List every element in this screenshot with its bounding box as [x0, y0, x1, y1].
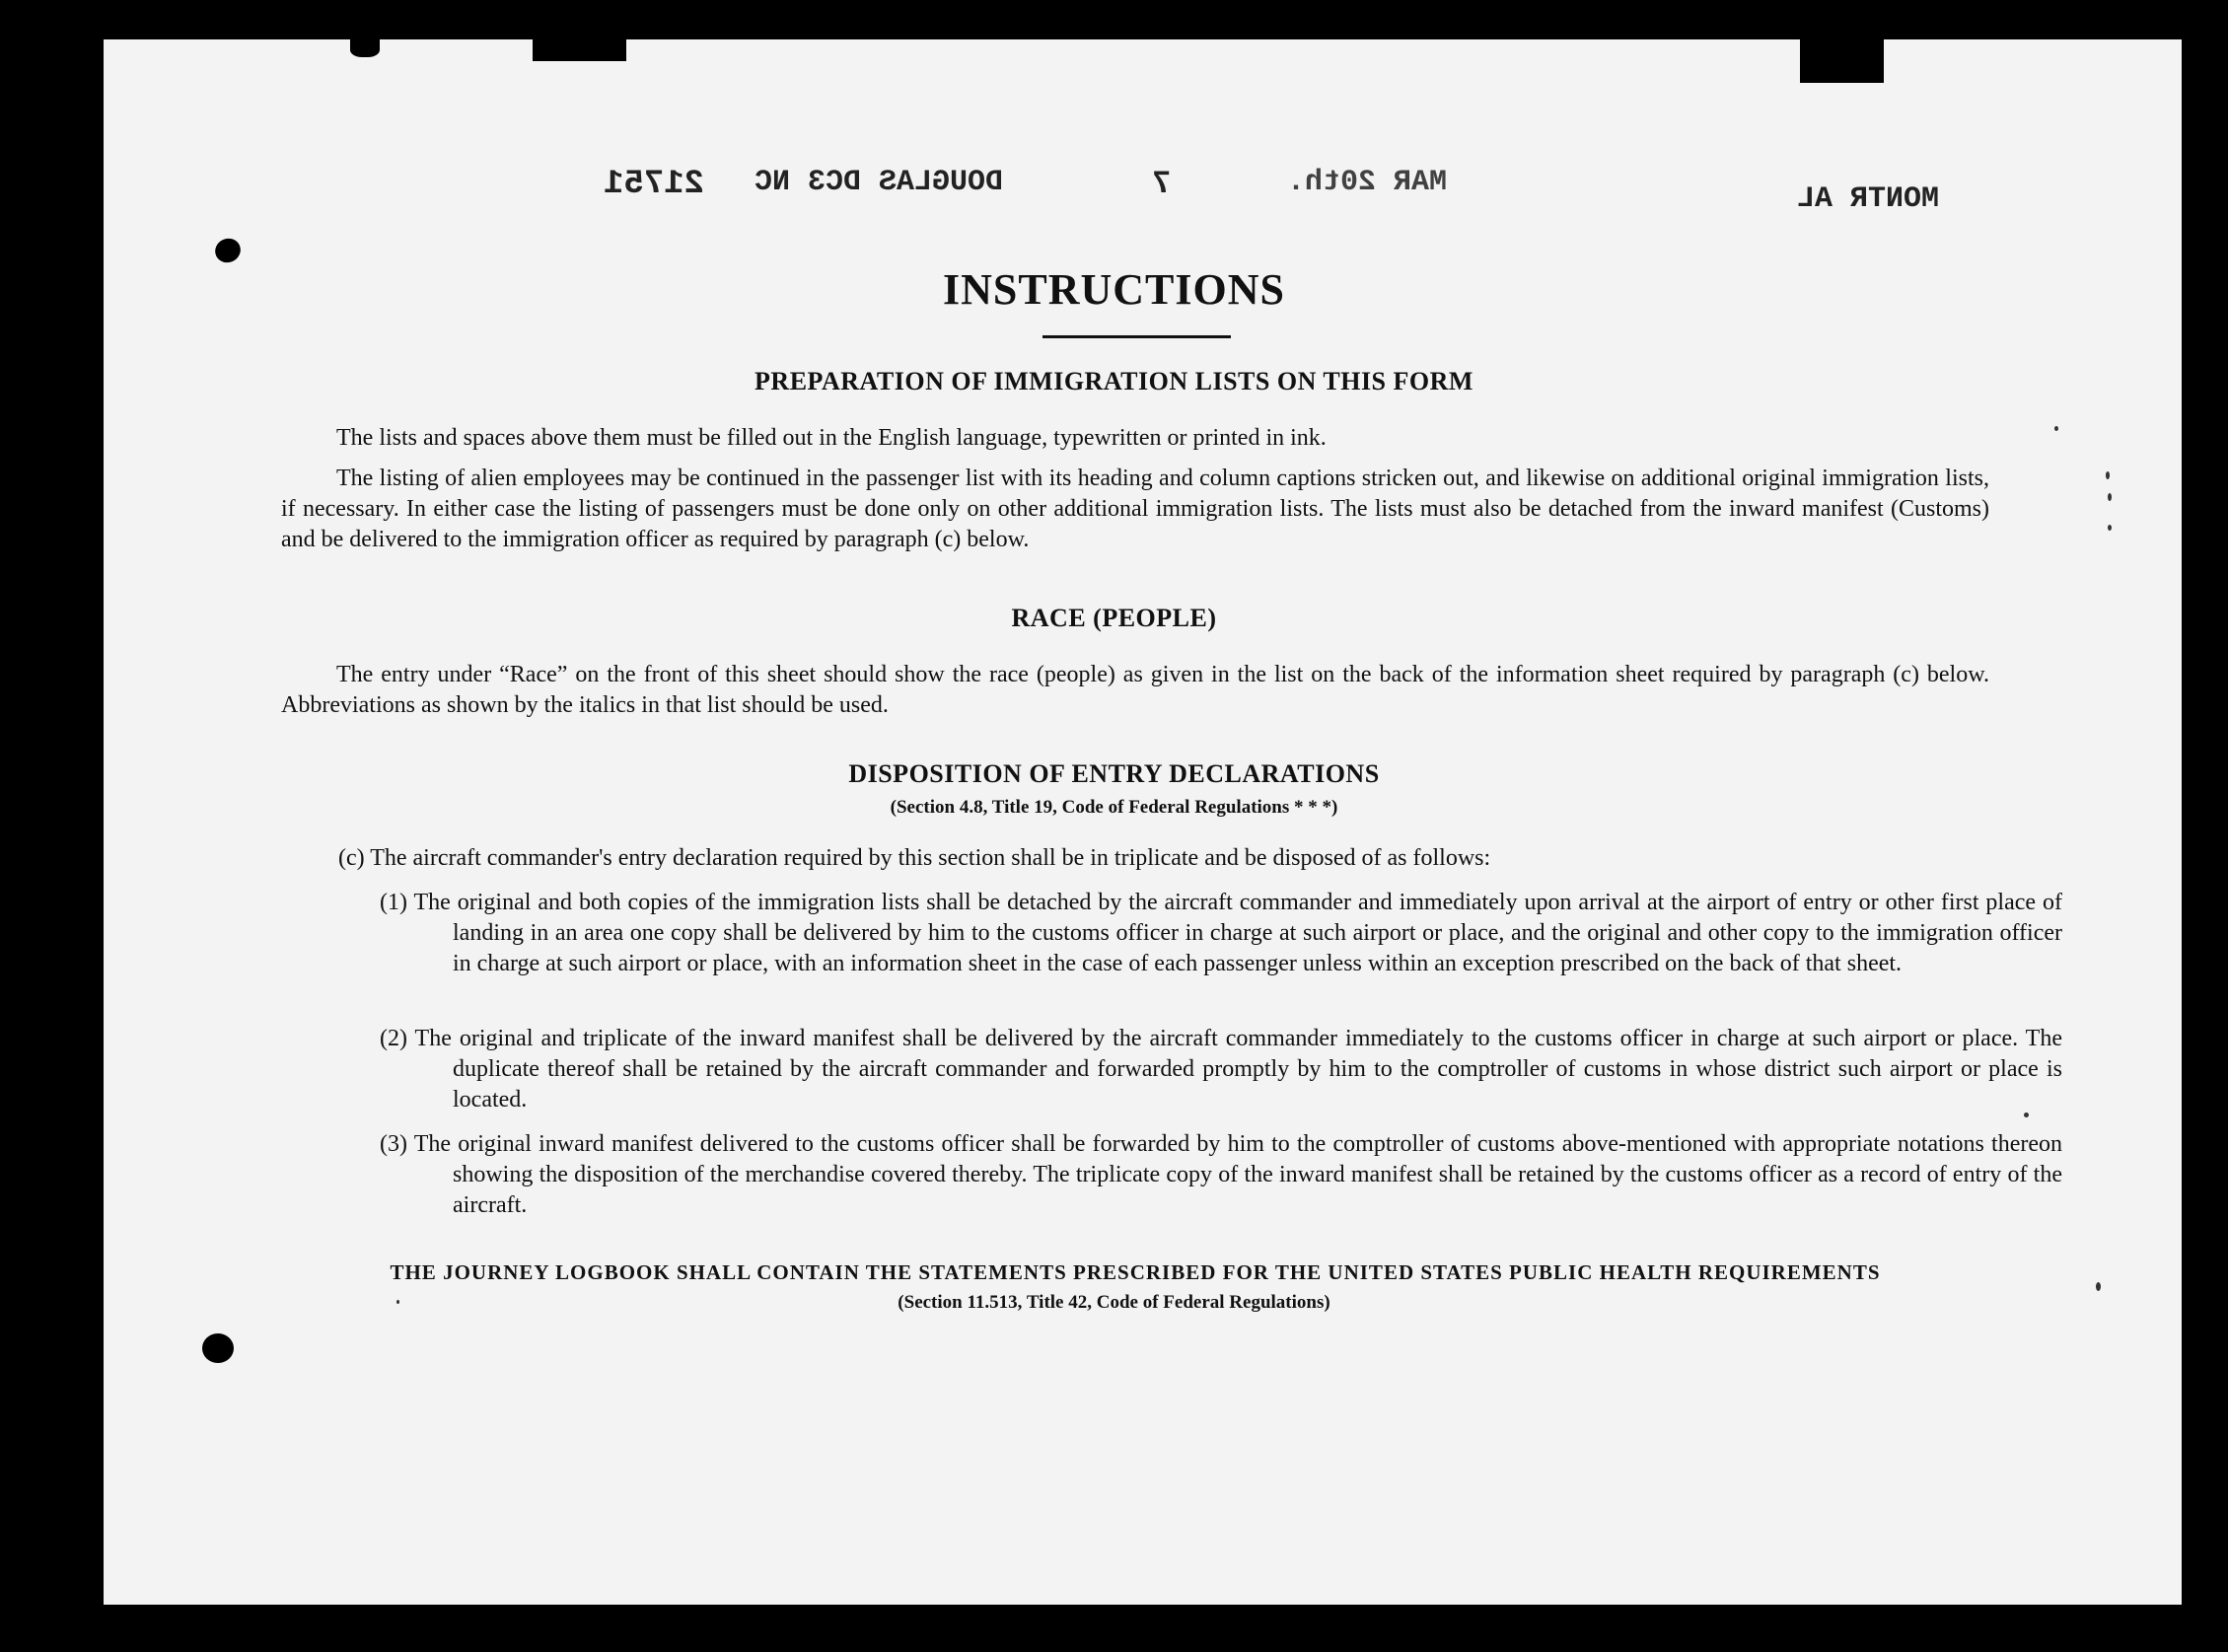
bleed-stamp-number: 21751: [604, 166, 705, 203]
bleed-stamp-aircraft: DOUGLAS DC3 NC: [755, 166, 1004, 199]
title-rule: [1042, 335, 1231, 338]
list-item: (3) The original inward manifest delivered to the customs officer shall be forwarded by him to the comptroller of customs above-mentioned with appropriate notations thereon showing the disposition of the merchandise covered thereby. The triplicate copy of the inward manifest shall be retained by the customs officer as a record of entry of the aircraft.: [380, 1131, 2062, 1218]
ink-blot-middle: [43, 828, 55, 854]
paragraph-alien-employees: The listing of alien employees may be continued in the passenger list with its heading and column captions stricken out, and likewise on additional original immigration lists, if necessary. In either case the listing of passengers must be done only on other additional immigration lists. The lists must also be detached from the inward manifest (Customs) and be delivered to the immigration officer as required by paragraph (c) below.: [281, 466, 1989, 552]
speck: [2108, 525, 2112, 531]
ink-blot-bottom: [202, 1333, 234, 1363]
list-item: (1) The original and both copies of the immigration lists shall be detached by the aircraft commander and immediately upon arrival at the airport of entry or other first place of landing in an area one copy shall be delivered by him to the customs officer in charge at such airport or place, and the original and other copy to the immigration officer in charge at such airport or place, with an information sheet in the case of each passenger unless within an exception prescribed on the back of that sheet.: [380, 890, 2062, 976]
top-notch-right: [1800, 39, 1884, 83]
bleed-stamp-date: MAR 20th.: [1287, 166, 1448, 199]
speck: [2054, 426, 2058, 431]
footer-statement: THE JOURNEY LOGBOOK SHALL CONTAIN THE STATEMENTS PRESCRIBED FOR THE UNITED STATES PUBLIC HEALTH REQUIREMENTS: [390, 1260, 1881, 1284]
top-notch-left: [350, 39, 380, 57]
speck: [2096, 1282, 2101, 1291]
paragraph-language: The lists and spaces above them must be filled out in the English language, typewritten or printed in ink.: [336, 425, 1327, 451]
top-notch-center: [533, 39, 626, 61]
section-heading-preparation: PREPARATION OF IMMIGRATION LISTS ON THIS FORM: [755, 367, 1473, 395]
speck: [2106, 471, 2110, 479]
bleed-stamp-location: MONTR AL: [1797, 182, 1940, 216]
paragraph-entry-declaration: (c) The aircraft commander's entry declaration required by this section shall be in triplicate and be disposed of as follows:: [338, 845, 1491, 871]
page-title: INSTRUCTIONS: [943, 265, 1285, 314]
section-citation: (Section 4.8, Title 19, Code of Federal Regulations * * *): [890, 797, 1338, 818]
footer-citation: (Section 11.513, Title 42, Code of Federal Regulations): [898, 1292, 1330, 1313]
list-item: (2) The original and triplicate of the inward manifest shall be delivered by the aircraft commander immediately to the customs officer in charge at such airport or place. The duplicate thereof shall be retained by the aircraft commander and forwarded promptly by him to the comptroller of customs in whose district such airport or place is located.: [380, 1026, 2062, 1113]
bleed-stamp-seven: 7: [1152, 166, 1172, 202]
section-heading-disposition: DISPOSITION OF ENTRY DECLARATIONS: [848, 759, 1380, 788]
section-heading-race: RACE (PEOPLE): [1011, 604, 1217, 632]
speck: [2108, 493, 2112, 501]
paragraph-race: The entry under “Race” on the front of this sheet should show the race (people) as given in the list on the back of the information sheet required by paragraph (c) below. Abbreviations as shown by the italics in that list should be used.: [281, 662, 1989, 718]
